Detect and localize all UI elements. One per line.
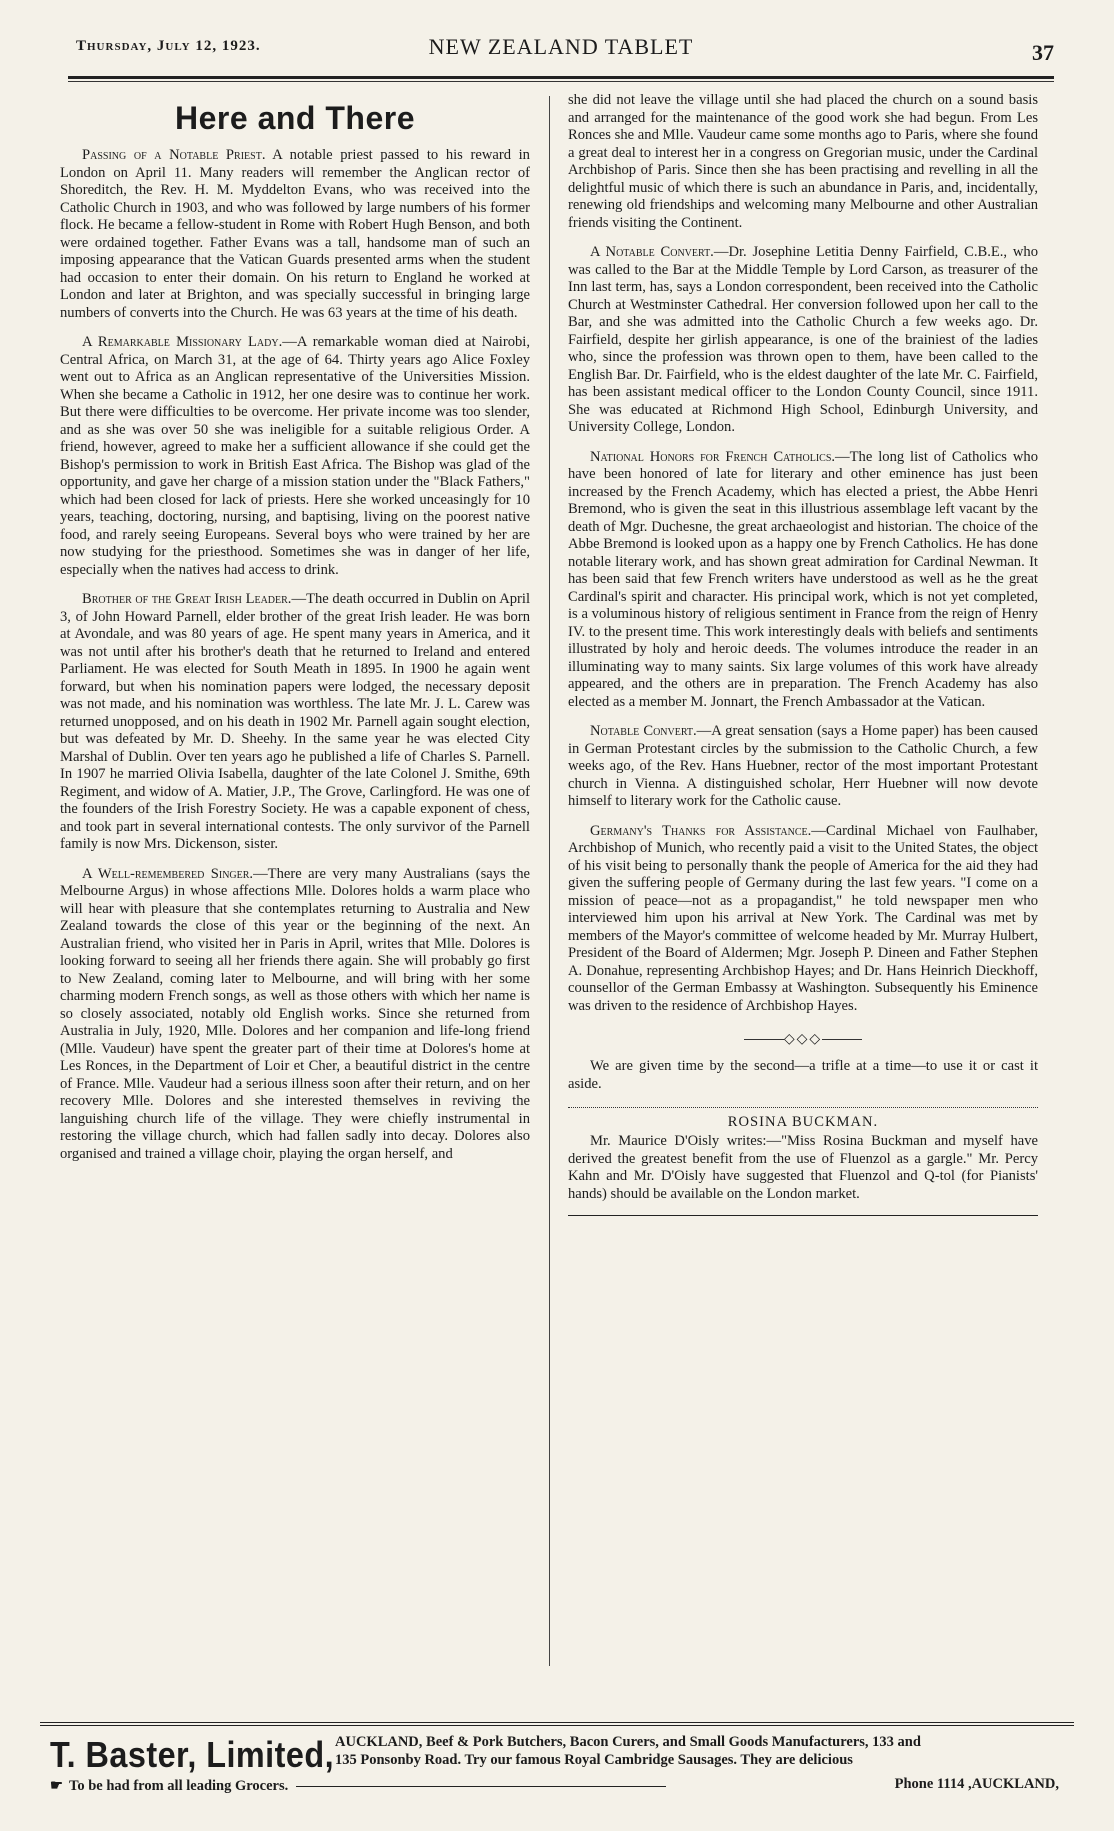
column-divider <box>549 96 550 1666</box>
testimonial-body: Mr. Maurice D'Oisly writes:—"Miss Rosina Buckman and myself have derived the greatest benefit from the use of Fluenzol as a gargle." Mr. Percy Kahn and Mr. D'Oisly have suggested that Fluenzol and Q-tol (for Pianists' hands) should be available on the London market. <box>568 1133 1038 1202</box>
article-parnell-brother <box>60 591 530 854</box>
article-body: —There are very many Australians (says the Melbourne Argus) in whose affections Mlle. Dolores holds a warm place who will hear with pleasure that she contemplates returning to Australia and New Zealand towards the close of this year or the beginning of the next. An Australian friend, who visited her in Paris in April, writes that Mlle. Dolores is looking forward to seeing all her friends there again. She will probably go first to New Zealand, coming later to Melbourne, and will bring with her some charming modern French songs, as well as those others with which her name is so closely associated, notably old English works. Since she returned from Australia in July, 1920, Mlle. Dolores and her companion and life-long friend (Mlle. Vaudeur) have spent the greater part of their time at Dolores's home at Les Ronces, in the Department of Loir et Cher, a beautiful district in the centre of France. Mlle. Vaudeur had a serious illness soon after their return, and on her recovery Mlle. Dolores and she interested themselves in reviving the languishing church life of the village. They were chiefly instrumental in restoring the village church, which had fallen sadly into decay. Dolores also organised and trained a village choir, playing the organ herself, and <box>60 865 530 1162</box>
article-notable-priest <box>60 147 530 322</box>
page-number: 37 <box>1032 40 1054 65</box>
article-lead: Brother of the Great Irish Leader. <box>82 591 292 607</box>
article-body: —A great sensation (says a Home paper) has been caused in German Protestant circles by the submission to the Catholic Church, a few weeks ago, of the Rev. Hans Huebner, rector of the most important Protestant church in Vienna. A distinguished scholar, Herr Huebner will now devote himself to literary work for the Catholic cause. <box>568 723 1038 809</box>
article-lead: A Notable Convert. <box>590 244 714 260</box>
article-body: —A remarkable woman died at Nairobi, Central Africa, on March 31, at the age of 64. Thirty years ago Alice Foxley went out to Africa as an Anglican representative of the Universities Mission. When she became a Catholic in 1912, her one desire was to continue her work. But there were difficulties to be overcome. Her private income was too slender, and as she was over 50 she was ineligible for a suitable religious Order. A friend, however, agreed to make her a sufficient allowance if she could get the Bishop's permission to work in British East Africa. The Bishop was glad of the opportunity, and gave her charge of a mission station under the "Black Fathers," which had been closed for lack of priests. Here she worked unceasingly for 10 years, teaching, doctoring, nursing, and baptising, living on the poorest native food, and rarely seeing Europeans. Several boys who were trained by her are now studying for the priesthood. Sometimes she was in danger of her life, especially when the natives had access to drink. <box>60 334 530 578</box>
article-singer-continued <box>568 92 1038 232</box>
publication-title: NEW ZEALAND TABLET <box>428 34 694 59</box>
right-column <box>568 92 1038 1216</box>
diamond-ornament-icon: ◇◇◇ <box>783 1032 823 1047</box>
article-body: —The long list of Catholics who have been honored of late for literary and other eminence has just been increased by the French Academy, which has elected a priest, the Abbe Henri Bremond, who is given the seat in this illustrious assemblage left vacant by the death of Mgr. Duchesne, the great archaeologist and historian. The choice of the Abbe Bremond is looked upon as a happy one by French Catholics. He has done notable literary work, and has shown great admiration for Cardinal Newman. It has been said that few French writers have understood as well as he the great Cardinal's spirit and character. His principal work, which is not yet completed, is a voluminous history of religious sentiment in France from the reign of Henry IV. to the present time. This work interestingly deals with beliefs and sentiments illustrated by holy and heroic deeds. The volumes introduce the reader in an illuminating way to many saints. Six large volumes of this work have already appeared, and the others are in preparation. The French Academy has also elected as a member M. Jonnart, the French Ambassador at the Vatican. <box>568 448 1038 710</box>
testimonial-box <box>568 1107 1038 1216</box>
advert-grocers: To be had from all leading Grocers. <box>69 1778 289 1794</box>
article-body: —Cardinal Michael von Faulhaber, Archbishop of Munich, who recently paid a visit to the United States, the object of his visit being to personally thank the people of America for the aid they had given the suffering people of Germany during the last few years. "I come on a mission of peace—not as a propagandist," he told newspaper men who interviewed him upon his arrival at New York. The Cardinal was met by members of the Mayor's committee of welcome headed by Mr. Murray Hulbert, President of the Board of Aldermen; Mgr. Joseph P. Dineen and Father Stephen A. Donahue, representing Archbishop Hayes; and Dr. Hans Heinrich Dieckhoff, counsellor of the German Embassy at Washington. Subsequently his Eminence was driven to the residence of Archbishop Hayes. <box>568 822 1038 1014</box>
article-lead: Passing of a Notable Priest. <box>82 147 266 163</box>
advert-line-1: AUCKLAND, Beef & Pork Butchers, Bacon Curers, and Small Goods Manufacturers, 133 and <box>335 1734 921 1750</box>
article-notable-convert-fairfield <box>568 244 1038 437</box>
article-lead: Notable Convert. <box>590 723 697 739</box>
article-lead: A Remarkable Missionary Lady. <box>82 334 283 350</box>
article-germany-thanks <box>568 823 1038 1016</box>
issue-date: Thursday, July 12, 1923. <box>76 38 261 54</box>
article-body: A notable priest passed to his reward in London on April 11. Many readers will remember the Anglican rector of Shoreditch, the Rev. H. M. Myddelton Evans, who was received into the Catholic Church in 1903, and who was followed by large numbers of his former flock. He became a fellow-student in Rome with Robert Hugh Benson, and both were ordained together. Father Evans was a tall, handsome man of such an imposing appearance that the Vatican Guards presented arms when the student had occasion to enter their domain. On his return to England he worked at London and later at Brighton, and was specially successful in bringing large numbers of converts into the Church. He was 63 years at the time of his death. <box>60 147 530 321</box>
article-lead: National Honors for French Catholics. <box>590 448 836 465</box>
section-title: Here and There <box>175 100 415 136</box>
filler-quote: We are given time by the second—a trifle at a time—to use it or cast it aside. <box>568 1058 1038 1092</box>
header-rule <box>68 76 1054 79</box>
header-rule-thin <box>68 81 1054 82</box>
advert-line-3 <box>50 1778 674 1795</box>
article-missionary-lady <box>60 334 530 579</box>
testimonial-title: ROSINA BUCKMAN. <box>727 1114 879 1130</box>
article-body: —The death occurred in Dublin on April 3, of John Howard Parnell, elder brother of the great Irish leader. He was born at Avondale, and was 80 years of age. He spent many years in America, and it was not until after his brother's death that he returned to Ireland and entered Parliament. He was elected for South Meath in 1895. In 1900 he again went forward, but when his nomination papers were lodged, the necessary deposit was not made, and his nomination was worthless. The late Mr. J. L. Carew was returned unopposed, and on his death in 1902 Mr. Parnell again sought election, but was defeated by Mr. D. Sheehy. In the same year he was elected City Marshal of Dublin. Over ten years ago he published a life of Charles S. Parnell. In 1907 he married Olivia Isabella, daughter of the late Colonel J. Smithe, 69th Regiment, and widow of A. Matier, J.P., The Grove, Carlingford. He was one of the founders of the Irish Forestry Society. He was a capable exponent of chess, and took part in several international contests. The only survivor of the Parnell family is now Mrs. Dickenson, sister. <box>60 591 530 852</box>
left-column <box>60 92 530 1175</box>
testimonial-rule <box>568 1215 1038 1216</box>
running-head <box>68 30 1054 74</box>
advert-phone: Phone 1114 ,AUCKLAND, <box>894 1776 1059 1792</box>
article-body: —Dr. Josephine Letitia Denny Fairfield, C.B.E., who was called to the Bar at the Middle Temple by Lord Carson, as treasurer of the Inn last term, has, says a London correspondent, been received into the Catholic Church at Westminster Cathedral. Her conversion followed upon her call to the Bar, and she was admitted into the Catholic Church a few weeks ago. Dr. Fairfield, despite her girlish appearance, is one of the brainiest of the ladies who, since the profession was thrown open to them, have been called to the English Bar. Dr. Fairfield, who is the eldest daughter of the late Mr. C. Fairfield, has been assistant medical officer to the London County Council, since 1911. She was educated at Richmond High School, Edinburgh University, and University College, London. <box>568 244 1038 435</box>
advert-line-2: 135 Ponsonby Road. Try our famous Royal Cambridge Sausages. They are delicious <box>335 1752 853 1768</box>
advertisement <box>50 1730 1059 1810</box>
advert-rule <box>40 1722 1074 1726</box>
article-notable-convert-huebner <box>568 723 1038 811</box>
article-singer <box>60 866 530 1164</box>
article-lead: A Well-remembered Singer. <box>82 865 254 882</box>
ornament-divider <box>568 1031 1038 1048</box>
article-lead: Germany's Thanks for Assistance. <box>590 822 812 839</box>
article-body: she did not leave the village until she had placed the church on a sound basis and arranged for the maintenance of the good work she had begun. From Les Ronces she and Mlle. Vaudeur came some months ago to Paris, where she found a great deal to interest her in a congress on Gregorian music, under the Cardinal Archbishop of Paris. Since then she has been practising and revelling in all the delightful music of which there is such an abundance in Paris, and, incidentally, renewing old friendships and welcoming many Melbourne and other Australian friends visiting the Continent. <box>568 92 1038 231</box>
pointing-hand-icon: ☛ <box>50 1778 63 1794</box>
article-french-honors <box>568 449 1038 712</box>
advert-brand: T. Baster, Limited, <box>50 1734 335 1775</box>
